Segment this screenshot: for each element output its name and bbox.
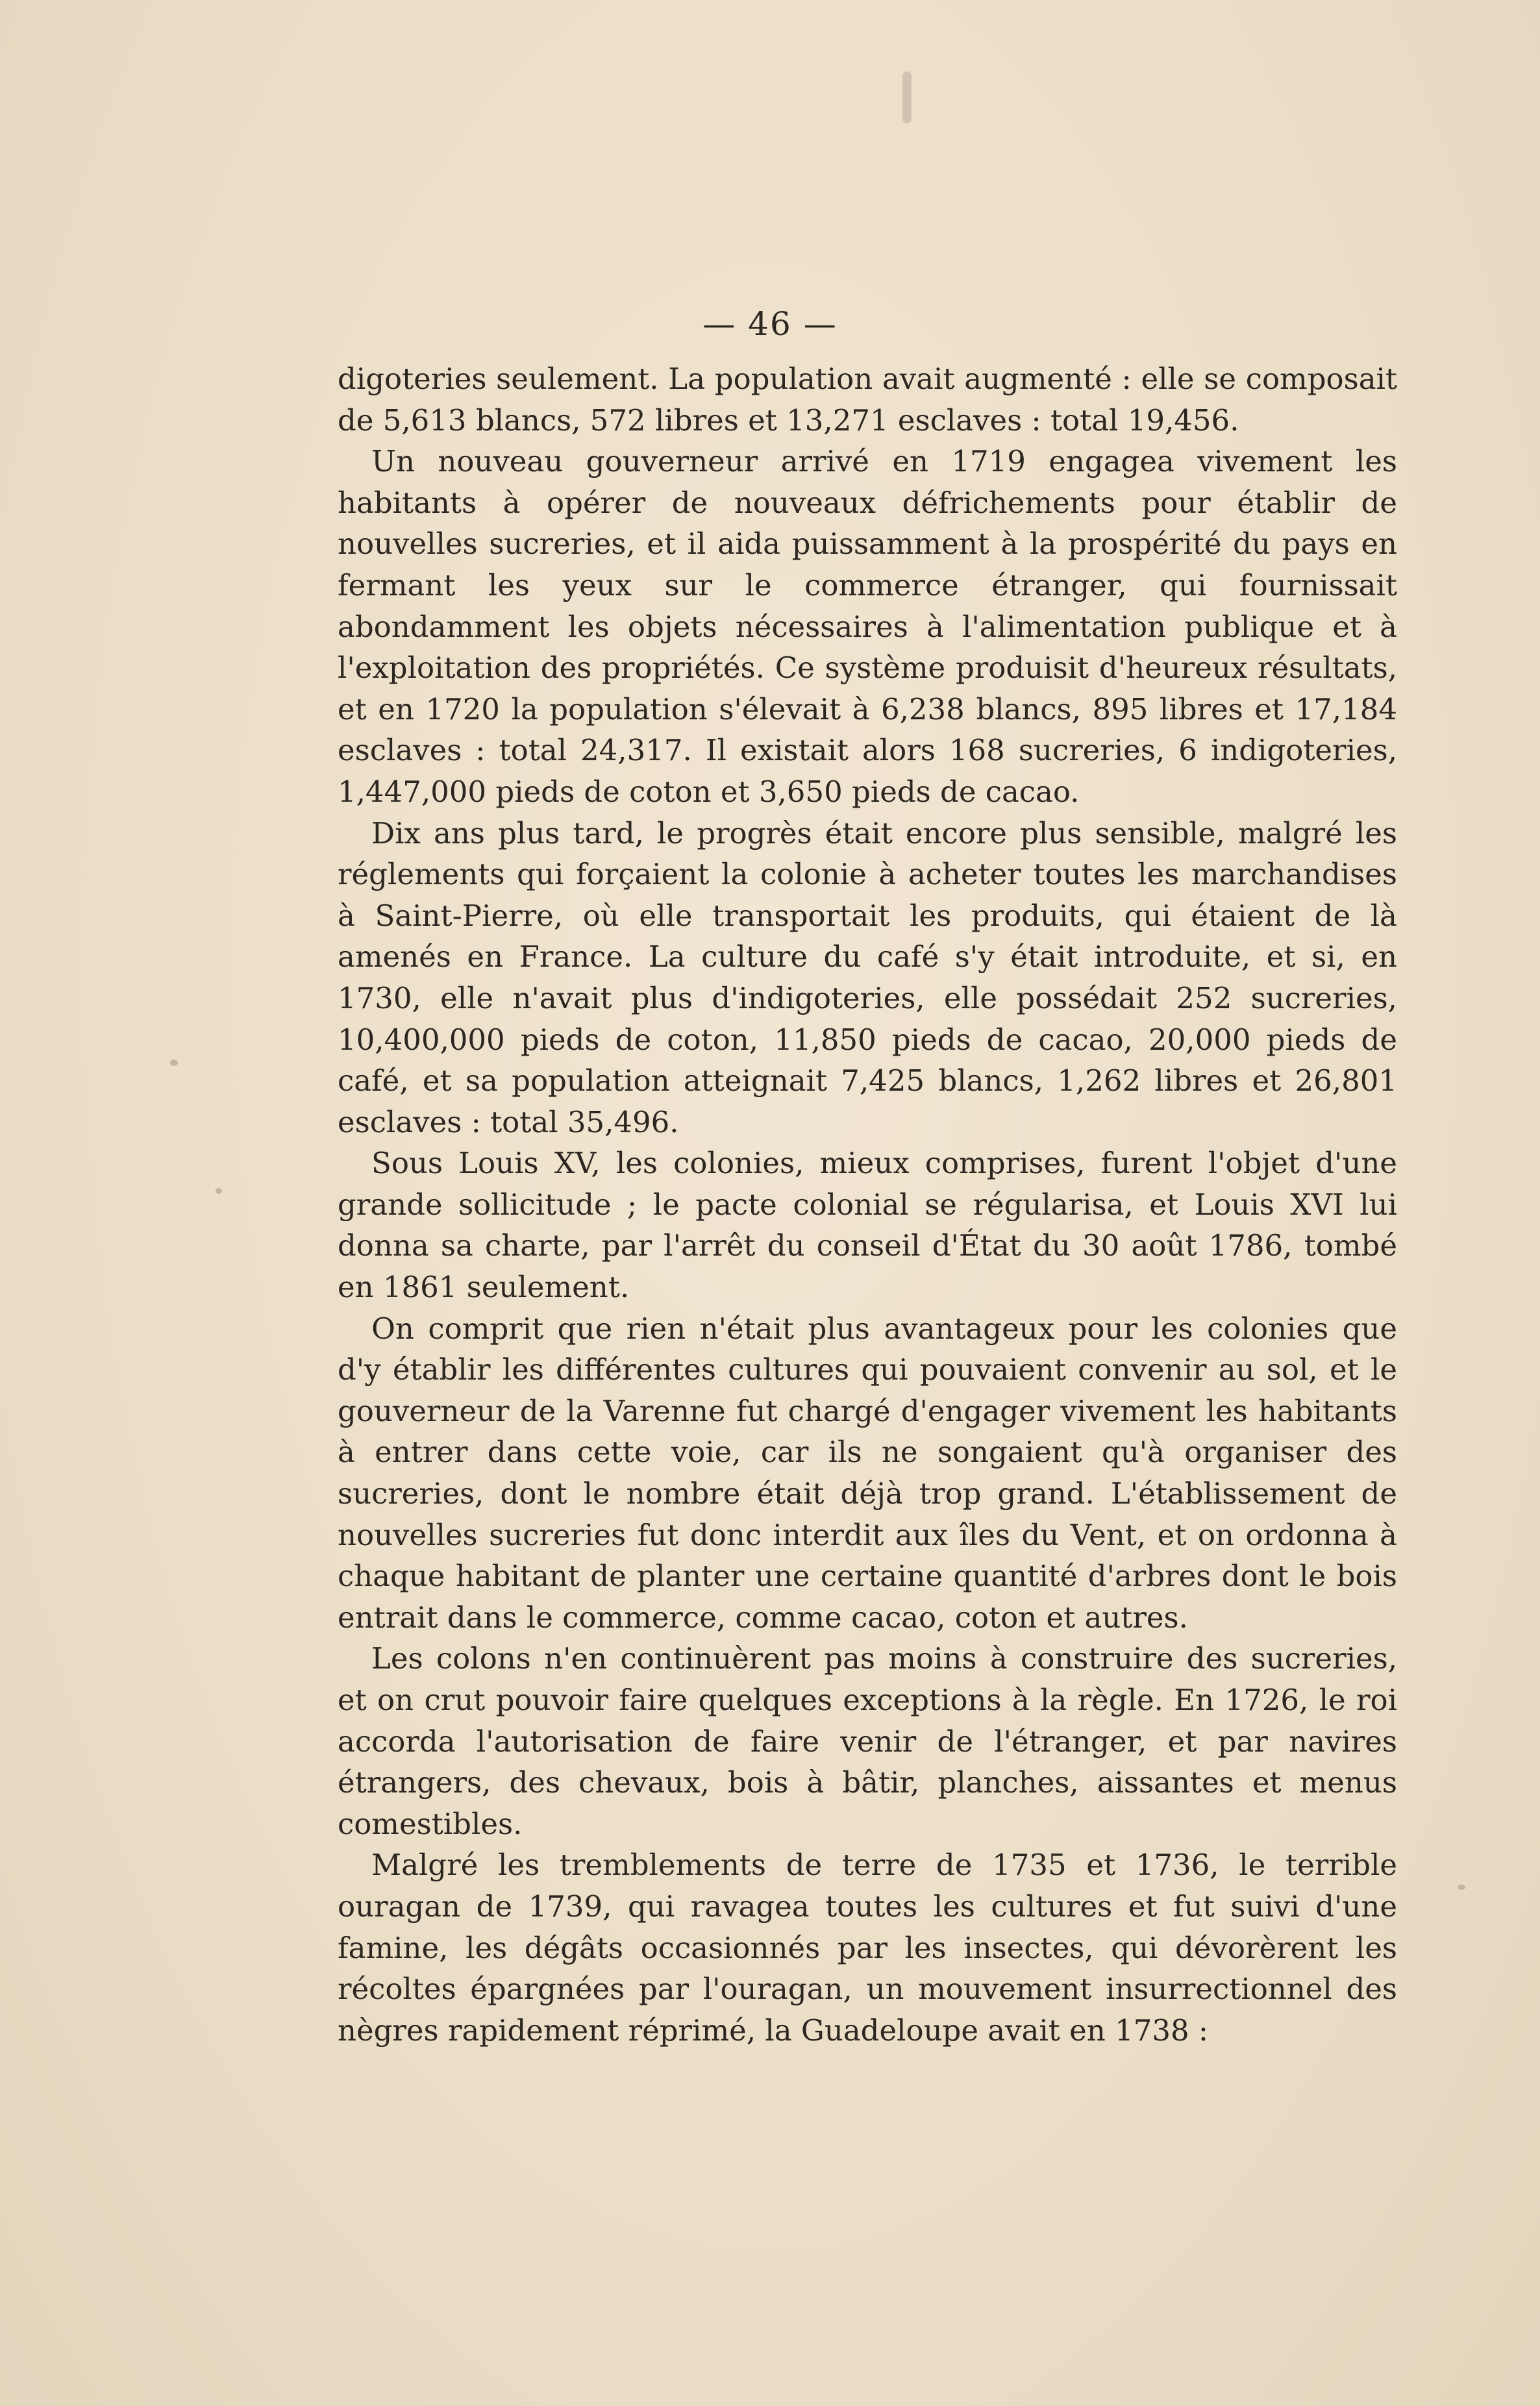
- paragraph: Dix ans plus tard, le progrès était encore plus sensible, malgré les réglements qui forçaient la colonie à acheter toutes les marchandises à Saint-Pierre, où elle transportait les produits, qui étaient de là amenés en France. La culture du café s'y était introduite, et si, en 1730, elle n'avait plus d'indigoteries, elle possédait 252 sucreries, 10,400,000 pieds de coton, 11,850 pieds de cacao, 20,000 pieds de café, et sa population atteignait 7,425 blancs, 1,262 libres et 26,801 esclaves : total 35,496.: [338, 815, 1397, 1139]
- paragraph: On comprit que rien n'était plus avantageux pour les colonies que d'y établir les différentes cultures qui pouvaient convenir au sol, et le gouverneur de la Varenne fut chargé d'engager vivement les habitants à entrer dans cette voie, car ils ne songaient qu'à organiser des sucreries, dont le nombre était déjà trop grand. L'établissement de nouvelles sucreries fut donc interdit aux îles du Vent, et on ordonna à chaque habitant de planter une certaine quantité d'arbres dont le bois entrait dans le commerce, comme cacao, coton et autres.: [338, 1311, 1397, 1635]
- ink-speck: [170, 1060, 178, 1066]
- paragraph: Un nouveau gouverneur arrivé en 1719 engagea vivement les habitants à opérer de nouveaux défrichements pour établir de nouvelles sucreries, et il aida puissamment à la prospérité du pays en fermant les yeux sur le commerce étranger, qui fournissait abondamment les objets nécessaires à l'alimentation publique et à l'exploitation des propriétés. Ce système produisit d'heureux résultats, et en 1720 la population s'élevait à 6,238 blancs, 895 libres et 17,184 esclaves : total 24,317. Il existait alors 168 sucreries, 6 indigoteries, 1,447,000 pieds de coton et 3,650 pieds de cacao.: [338, 444, 1397, 809]
- ink-mark: [902, 71, 912, 123]
- ink-speck: [216, 1188, 222, 1194]
- paragraph: Malgré les tremblements de terre de 1735 et 1736, le terrible ouragan de 1739, qui ravagea toutes les cultures et fut suivi d'une famine, les dégâts occasionnés par les insectes, qui dévorèrent les récoltes épargnées par l'ouragan, un mouvement insurrectionnel des nègres rapidement réprimé, la Guadeloupe avait en 1738 :: [338, 1848, 1397, 2048]
- paragraph: digoteries seulement. La population avait augmenté : elle se composait de 5,613 blancs, 572 libres et 13,271 esclaves : total 19,456.: [338, 362, 1397, 438]
- paragraph: Les colons n'en continuèrent pas moins à construire des sucreries, et on crut pouvoir faire quelques exceptions à la règle. En 1726, le roi accorda l'autorisation de faire venir de l'étranger, et par navires étrangers, des chevaux, bois à bâtir, planches, aissantes et menus comestibles.: [338, 1641, 1397, 1841]
- ink-speck: [1458, 1885, 1465, 1890]
- paragraph: Sous Louis XV, les colonies, mieux comprises, furent l'objet d'une grande sollicitude ; le pacte colonial se régularisa, et Louis XVI lui donna sa charte, par l'arrêt du conseil d'État du 30 août 1786, tombé en 1861 seulement.: [338, 1146, 1397, 1305]
- body-text: [338, 358, 1397, 2051]
- page-number: — 46 —: [702, 305, 838, 343]
